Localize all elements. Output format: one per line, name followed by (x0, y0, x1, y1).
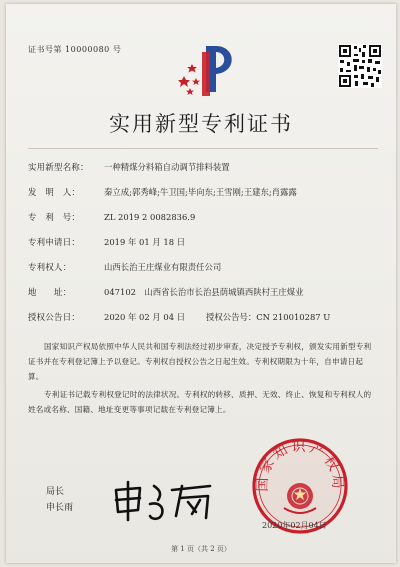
utility-model-name-row (28, 162, 230, 173)
grant-date-value: 2020 年 02 月 04 日 (104, 312, 186, 322)
patent-office-emblem-icon (176, 42, 240, 100)
utility-model-name-value: 一种精煤分料箱自动调节排料装置 (104, 162, 230, 172)
grant-date-pair (28, 312, 206, 323)
patentee-label: 专利权人： (28, 262, 72, 272)
grant-number-value: CN 210010287 U (256, 312, 331, 322)
page-footer: 第 1 页（共 2 页） (171, 545, 231, 553)
patent-number-label: 专 利 号： (28, 212, 81, 222)
director-name-label: 申长雨 (46, 503, 74, 513)
grant-row (28, 312, 330, 323)
grant-number-label: 授权公告号： (206, 312, 257, 322)
patent-number-row (28, 212, 195, 223)
body-paragraph-2: 专利证书记载专利权登记时的法律状况。专利权的转移、质押、无效、终止、恢复和专利权人的姓名或名称、国籍、地址变更等事项记载在专利登记簿上。 (28, 390, 372, 414)
patent-number-value: ZL 2019 2 0082836.9 (104, 212, 196, 222)
seal-text: 国家知识产权局 (254, 438, 346, 492)
utility-model-name-label: 实用新型名称： (28, 162, 89, 172)
cert-no-suffix: 号 (112, 45, 122, 54)
inventor-label: 发 明 人： (28, 187, 81, 197)
inventor-value: 秦立成;郭秀峰;牛卫国;毕向东;王雪刚;王建东;肖露露 (104, 187, 297, 197)
patentee-value: 山西长治王庄煤业有限责任公司 (104, 262, 222, 272)
address-label: 地 址： (28, 287, 72, 297)
body-paragraph-1: 国家知识产权局依照中华人民共和国专利法经过初步审查，决定授予专利权，颁发实用新型专利证书并在专利登记簿上予以登记。专利权自授权公告之日起生效。专利权期限为十年，自申请日起算。 (28, 342, 372, 381)
address-value: 047102 山西省长治市长治县荫城镇西陕村王庄煤业 (104, 287, 304, 297)
filing-date-row (28, 237, 185, 248)
address-row (28, 287, 303, 298)
director-title-label: 局长 (46, 487, 65, 497)
certificate-page (6, 4, 396, 563)
director-signature-icon (110, 476, 222, 524)
cert-no-label: 证书号第 (28, 45, 62, 54)
page-title: 实用新型专利证书 (109, 112, 293, 136)
grant-number-pair (206, 312, 330, 323)
patentee-row (28, 262, 221, 273)
inventor-row (28, 187, 297, 198)
qr-code-icon (338, 44, 382, 88)
grant-date-label: 授权公告日： (28, 312, 81, 322)
filing-date-value: 2019 年 01 月 18 日 (104, 237, 186, 247)
cert-no-value: 10000080 (65, 45, 110, 54)
title-divider (28, 148, 378, 149)
certificate-number (28, 44, 121, 55)
seal-date: 2020年02月04日 (262, 521, 327, 530)
filing-date-label: 专利申请日： (28, 237, 81, 247)
